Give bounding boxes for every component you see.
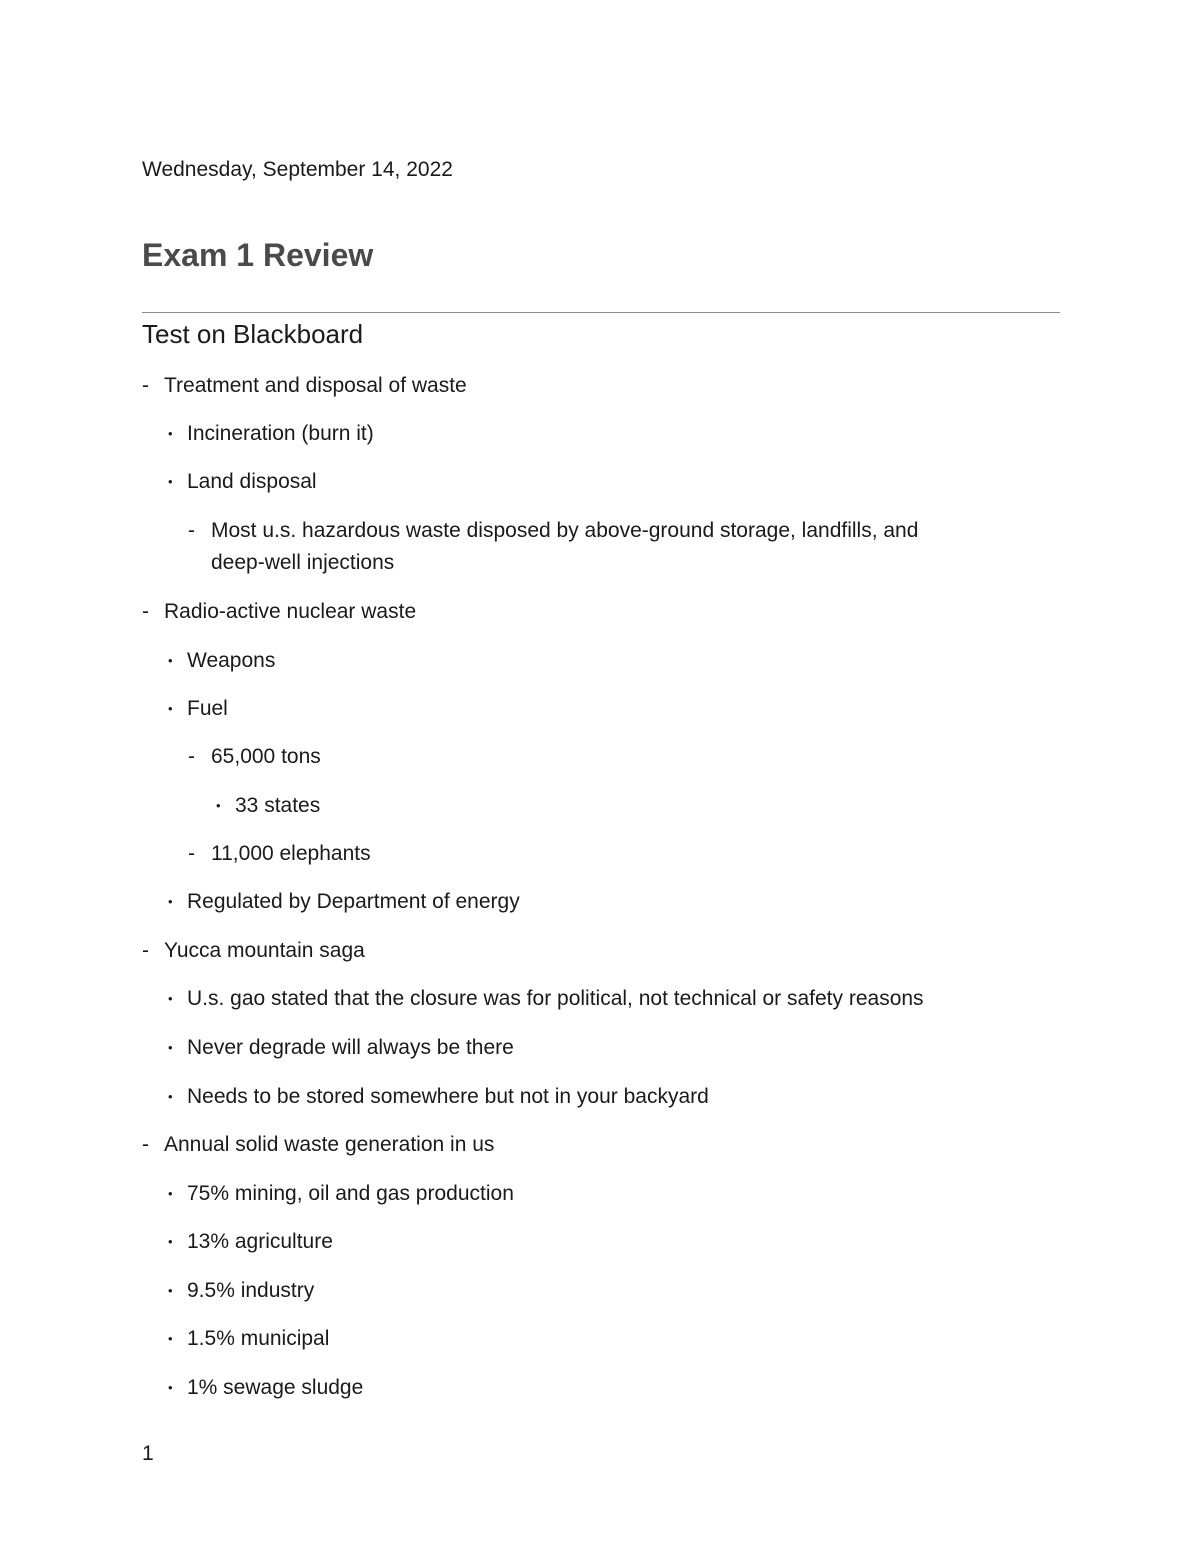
bullet-marker: • xyxy=(168,426,173,441)
list-item-text: Needs to be stored somewhere but not in your backyard xyxy=(187,1085,709,1108)
list-item-text: 1.5% municipal xyxy=(187,1327,330,1350)
list-item xyxy=(168,1226,1047,1258)
dash-marker: - xyxy=(188,519,195,542)
bullet-marker: • xyxy=(168,991,173,1006)
bullet-marker: • xyxy=(168,1089,173,1104)
list-item-text: 75% mining, oil and gas production xyxy=(187,1182,514,1205)
list-item xyxy=(168,418,1047,450)
list-item xyxy=(168,466,1047,498)
bullet-marker: • xyxy=(168,1040,173,1055)
bullet-marker: • xyxy=(216,798,221,813)
list-item-text: Never degrade will always be there xyxy=(187,1036,514,1059)
section-heading: Test on Blackboard xyxy=(142,319,364,349)
list-item xyxy=(142,596,1024,628)
bullet-marker: • xyxy=(168,701,173,716)
list-item xyxy=(188,741,1071,773)
dash-marker: - xyxy=(188,842,195,865)
bullet-marker: • xyxy=(168,1331,173,1346)
list-item-text: Fuel xyxy=(187,697,228,720)
list-item xyxy=(142,370,1024,402)
dash-marker: - xyxy=(142,600,149,623)
list-item-text: 11,000 elephants xyxy=(211,842,371,865)
list-item-text: Most u.s. hazardous waste disposed by above-ground storage, landfills, and xyxy=(211,519,919,542)
list-item-text: 9.5% industry xyxy=(187,1279,315,1302)
list-item-text: Yucca mountain saga xyxy=(164,939,365,962)
list-item-text: 1% sewage sludge xyxy=(187,1376,364,1399)
list-item xyxy=(168,1323,1047,1355)
list-item xyxy=(168,886,1047,918)
list-item xyxy=(188,838,1071,870)
list-item xyxy=(142,1129,1024,1161)
list-item-text: Regulated by Department of energy xyxy=(187,890,520,913)
list-item xyxy=(168,645,1047,677)
list-item-text: Incineration (burn it) xyxy=(187,422,374,445)
list-item xyxy=(188,515,1071,579)
bullet-marker: • xyxy=(168,1283,173,1298)
list-item xyxy=(216,790,1095,822)
list-item xyxy=(168,1032,1047,1064)
list-item-text: 65,000 tons xyxy=(211,745,321,768)
bullet-marker: • xyxy=(168,894,173,909)
list-item xyxy=(168,983,1047,1015)
page-number: 1 xyxy=(142,1442,154,1465)
dash-marker: - xyxy=(142,374,149,397)
bullet-marker: • xyxy=(168,653,173,668)
dash-marker: - xyxy=(188,745,195,768)
list-item-text: 33 states xyxy=(235,794,321,817)
list-item xyxy=(168,1178,1047,1210)
document-date: Wednesday, September 14, 2022 xyxy=(142,158,453,181)
dash-marker: - xyxy=(142,1133,149,1156)
list-item xyxy=(142,935,1024,967)
list-item xyxy=(168,1275,1047,1307)
bullet-marker: • xyxy=(168,1380,173,1395)
bullet-marker: • xyxy=(168,1186,173,1201)
list-item xyxy=(168,1081,1047,1113)
list-item-continuation: deep-well injections xyxy=(211,551,395,574)
list-item-text: Land disposal xyxy=(187,470,317,493)
list-item xyxy=(168,693,1047,725)
dash-marker: - xyxy=(142,939,149,962)
list-item xyxy=(168,1372,1047,1404)
bullet-marker: • xyxy=(168,1234,173,1249)
list-item-text: Weapons xyxy=(187,649,276,672)
bullet-marker: • xyxy=(168,474,173,489)
list-item-text: Annual solid waste generation in us xyxy=(164,1133,495,1156)
page-title: Exam 1 Review xyxy=(142,237,374,273)
list-item-text: 13% agriculture xyxy=(187,1230,333,1253)
list-item-text: U.s. gao stated that the closure was for political, not technical or safety reasons xyxy=(187,987,924,1010)
list-item-text: Treatment and disposal of waste xyxy=(164,374,467,397)
title-divider xyxy=(142,312,1060,313)
list-item-text: Radio-active nuclear waste xyxy=(164,600,417,623)
